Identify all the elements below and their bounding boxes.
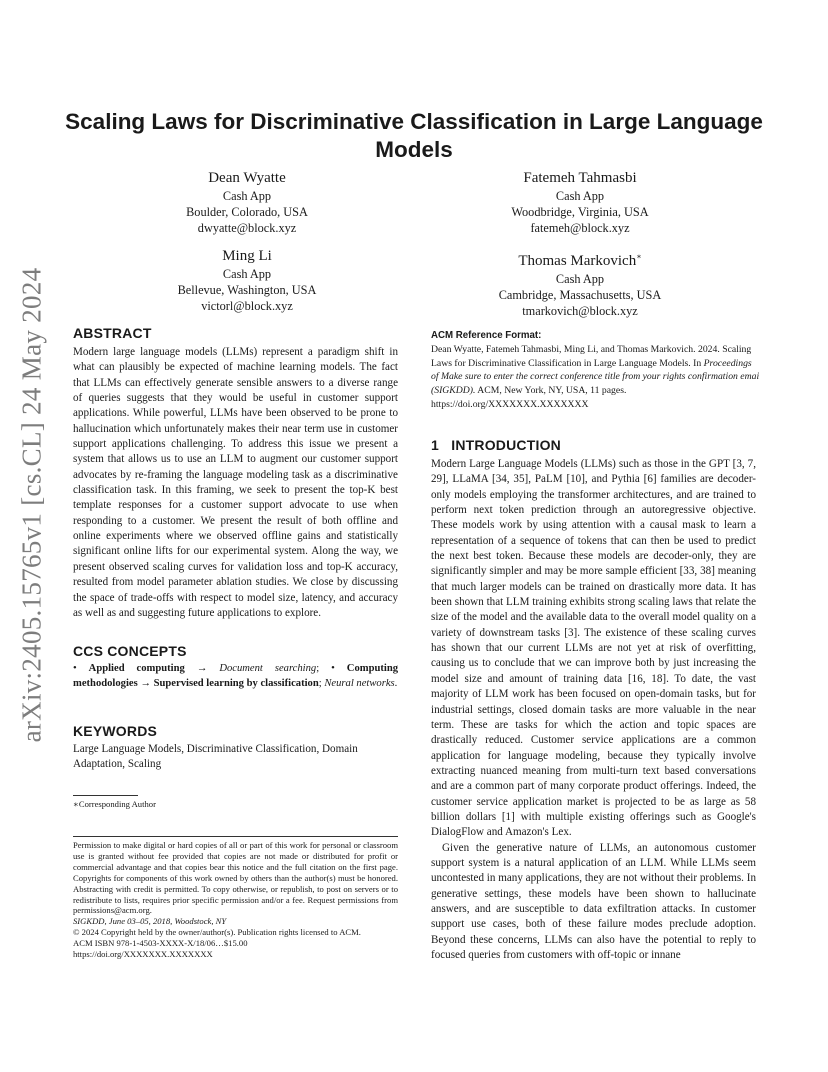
separator: ; xyxy=(318,678,325,690)
separator: ; xyxy=(316,663,332,674)
acm-reference-text-end: ACM, New York, NY, USA, 11 pages. https://doi.org/XXXXXXX.XXXXXXX xyxy=(431,385,627,410)
author-email: victorl@block.xyz xyxy=(201,299,293,313)
author-affiliation: Cash App xyxy=(555,189,605,203)
author-block xyxy=(470,169,690,236)
author-block xyxy=(470,247,690,319)
copyright: © 2024 Copyright held by the owner/author(s). Publication rights licensed to ACM. xyxy=(73,927,361,938)
paper-title: Scaling Laws for Discriminative Classification in Large Language Models xyxy=(65,109,763,162)
permission-text: Permission to make digital or hard copies of all or part of this work for personal or classroom use is granted without fee provided that copies are not made or distributed for profit or commercial advantage and that copies bear this notice and the full citation on the first page. Copyrights for components of this work owned by others than the author(s) must be honored. Abstracting with credit is permitted. To copy otherwise, or republish, to post on servers or to redistribute to lists, requires prior specific permission and/or a fee. Request permissions from permissions@acm.org. xyxy=(73,840,398,916)
author-email: dwyatte@block.xyz xyxy=(197,221,297,235)
author-location: Woodbridge, Virginia, USA xyxy=(511,205,649,219)
footnote: ∗Corresponding Author xyxy=(73,799,156,809)
ccs-heading: CCS CONCEPTS xyxy=(73,643,187,659)
author-affiliation: Cash App xyxy=(555,272,605,286)
paragraph: Given the generative nature of LLMs, an autonomous customer support system is a natural application of an LLM. While LLMs seem uncontested in many applications, they are not without their problems. In generative settings, these models have been shown to hallucinate answers, and are susceptible to data exfiltration attacks. In customer support use cases, both of these failure modes preclude adoption. Beyond these concerns, LLMs can also have the potential to reply to focused queries from customers with off-topic or innane xyxy=(431,841,756,961)
ccs-concept-sub: Document searching xyxy=(219,663,317,674)
ccs-concept: Applied computing xyxy=(88,663,185,674)
author-location: Boulder, Colorado, USA xyxy=(186,205,308,219)
author-name: Dean Wyatte xyxy=(208,170,286,186)
venue: SIGKDD, June 03–05, 2018, Woodstock, NY xyxy=(73,916,227,927)
abstract-heading: ABSTRACT xyxy=(73,325,152,341)
ccs-concept-sub: Neural networks xyxy=(324,678,395,690)
author-name-line xyxy=(470,247,690,271)
author-name: Fatemeh Tahmasbi xyxy=(523,170,637,186)
ccs-text xyxy=(73,661,398,692)
acm-reference-text: Dean Wyatte, Fatemeh Tahmasbi, Ming Li, and Thomas Markovich. 2024. Scaling Laws for Discriminative Classification in Large Language Models. In xyxy=(431,343,752,369)
introduction-heading: 1 INTRODUCTION xyxy=(431,437,561,453)
abstract-text: Modern large language models (LLMs) represent a paradigm shift in what can plausibly be expected of machine learning models. The fact that LLMs can effectively generate sensible answers to a diverse range of queries suggests that they would be useful in customer support applications. While powerful, LLMs have been observed to be prone to hallucination which unfortunately makes their near term use in customer support applications challenging. To address this issue we present a system that allows us to use an LLM to augment our customer support advocates by re-framing the language modeling task as a discriminative classification task. In this framing, we seek to present the top-K best template responses for a customer support advocate to use when responding to a customer. We present the result of both offline and online experiments where we observed offline gains and statistically significant online lifts for our experimental system. Along the way, we present observed scaling curves for validation loss and top-K accuracy, resulted from model parameter ablation studies. We close by discussing the space of trade-offs with respect to model size, latency, and accuracy as well as and suggesting future applications to explore. xyxy=(73,346,398,619)
author-email: fatemeh@block.xyz xyxy=(530,221,630,235)
author-name: Ming Li xyxy=(222,248,272,264)
author-location: Bellevue, Washington, USA xyxy=(177,283,317,297)
acm-reference-proceedings: Proceedings of Make sure to enter the correct conference title from your rights confirmation emai (SIGKDD). xyxy=(431,357,760,397)
bullet: • xyxy=(73,663,89,674)
bullet: • xyxy=(331,663,347,674)
footnote-rule xyxy=(73,795,138,796)
isbn: ACM ISBN 978-1-4503-XXXX-X/18/06…$15.00 xyxy=(73,938,248,949)
acm-reference-heading: ACM Reference Format: xyxy=(431,330,542,341)
permission-block xyxy=(73,840,398,960)
author-affiliation: Cash App xyxy=(222,267,272,281)
author-email: tmarkovich@block.xyz xyxy=(522,304,638,318)
author-location: Cambridge, Massachusetts, USA xyxy=(498,288,662,302)
arxiv-sidebar-stamp xyxy=(12,267,52,743)
corresponding-mark: ∗ xyxy=(636,252,642,261)
keywords-text: Large Language Models, Discriminative Classification, Domain Adaptation, Scaling xyxy=(73,743,358,771)
acm-reference-format xyxy=(431,329,761,412)
keywords-heading: KEYWORDS xyxy=(73,723,158,739)
author-block xyxy=(152,247,342,314)
permission-rule xyxy=(73,836,398,837)
ccs-arrow: → xyxy=(184,663,220,674)
doi-link[interactable]: https://doi.org/XXXXXXX.XXXXXXX xyxy=(73,949,213,960)
author-block xyxy=(152,169,342,236)
arxiv-identifier: arXiv:2405.15765v1 [cs.CL] 24 May 2024 xyxy=(16,267,47,743)
ccs-concept: Computing methodologies → Supervised learning by classification xyxy=(73,663,399,690)
introduction-body xyxy=(431,457,756,963)
paragraph: Modern Large Language Models (LLMs) such as those in the GPT [3, 7, 29], LLaMA [34, 35], PaLM [10], and Pythia [6] families are decoder-only models employing the transformer architectures, and are trained to perform next token prediction through an autoregressive objective. These models work by using attention with a causal mask to learn a representation of a sequence of tokens that can then be used to predict the next best token. Because these models are decoder-only, they are significantly simpler and may be more sample efficient [33, 38] meaning that much larger models can be trained on drastically more data. It has been shown that LLM training exhibits strong scaling laws that relate the size of the model and the available data to the overall model quality on a variety of downstream tasks [3]. The existence of these scaling curves has shown that our current LLMs are not yet at risk of overfitting, causing us to conclude that we can improve both by just increasing the model size and amount of training data [16, 18]. To date, the vast majority of LLM work has been focused on open-domain tasks, but for industrial settings, closed domain tasks are more valuable in the near term. These are tasks for which the action and topic spaces are drastically reduced. Customer service applications are a common application for language modeling, because they typically involve extracting nuanced meaning from multi-turn text based conversations and are a common part of many corporate product offerings. Indeed, the customer service application market is projected to be as large as 58 billion dollars [1] with multiple existing offerings such as Google's DialogFlow and Amazon's Lex. xyxy=(431,458,756,839)
author-name: Thomas Markovich xyxy=(518,253,637,269)
period: . xyxy=(394,678,398,690)
author-affiliation: Cash App xyxy=(222,189,272,203)
